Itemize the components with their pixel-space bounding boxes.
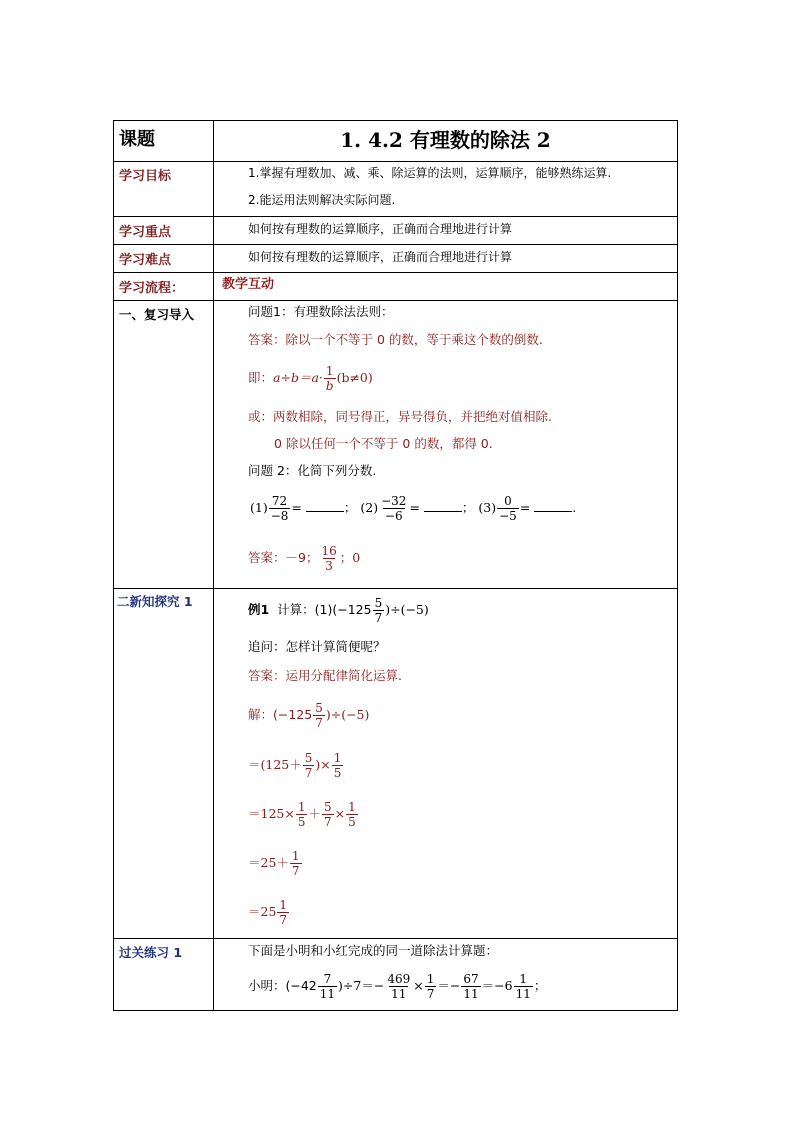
practice-label: 过关练习 1 xyxy=(119,945,183,960)
follow-up-question: 追问：怎样计算简便呢？ xyxy=(248,639,386,654)
explore-label: 二新知探究 1 xyxy=(117,594,193,609)
row-divider xyxy=(113,300,678,301)
topic-label: 课题 xyxy=(119,129,155,150)
flow-text: 教学互动 xyxy=(222,277,275,292)
answer-2: 答案：－9； $\frac{16}{3}$ ；0 xyxy=(248,544,361,573)
page-title: 1. 4.2 有理数的除法 2 xyxy=(340,128,551,152)
zero-rule: 0 除以任何一个不等于 0 的数，都得 0. xyxy=(274,436,493,451)
simplify-problems: (1) $\frac{72}{-8}$ = ； (2) $\frac{-32}{-6}$ = ； (3) $\frac{0}{-5}$ = . xyxy=(250,494,577,523)
solution-line-4: ＝25＋ $\frac{1}{7}$ xyxy=(248,849,300,878)
review-label: 一、复习导入 xyxy=(119,307,195,322)
difficulty-label: 学习难点 xyxy=(119,253,172,268)
goal-line-1: 1.掌握有理数加、减、乘、除运算的法则，运算顺序，能够熟练运算. xyxy=(248,166,612,180)
answer-blank[interactable] xyxy=(534,511,572,512)
reciprocal-formula: 即：a÷b＝a· $\frac{1}{b}$ (b≠0) xyxy=(248,364,373,393)
key-label: 学习重点 xyxy=(119,225,172,240)
solution-line-1: 解：(−125 $\frac{5}{7}$ )÷(−5) xyxy=(248,701,370,730)
solution-line-2: ＝(125＋ $\frac{5}{7}$ )× $\frac{1}{5}$ xyxy=(248,751,342,780)
question-1: 问题1：有理数除法法则： xyxy=(248,304,394,319)
sign-rule: 或：两数相除，同号得正，异号得负，并把绝对值相除. xyxy=(248,409,552,424)
solution-line-5: ＝25 $\frac{1}{7}$ xyxy=(248,898,288,927)
practice-intro: 下面是小明和小红完成的同一道除法计算题： xyxy=(248,943,499,958)
goal-label: 学习目标 xyxy=(119,169,172,184)
flow-label: 学习流程： xyxy=(119,281,185,296)
row-divider xyxy=(113,161,678,162)
goal-line-2: 2.能运用法则解决实际问题. xyxy=(248,193,396,207)
row-divider xyxy=(113,588,678,589)
column-divider xyxy=(213,120,214,1011)
example-1: 例1 计算：(1)(−125 $\frac{5}{7}$ )÷(−5) xyxy=(248,596,429,625)
answer-1: 答案：除以一个不等于 0 的数，等于乘这个数的倒数. xyxy=(248,332,543,347)
question-2: 问题 2：化简下列分数. xyxy=(248,463,377,478)
difficulty-text: 如何按有理数的运算顺序，正确而合理地进行计算 xyxy=(248,250,513,264)
row-divider xyxy=(113,272,678,273)
row-divider xyxy=(113,244,678,245)
row-divider xyxy=(113,216,678,217)
answer-blank[interactable] xyxy=(306,511,344,512)
row-divider xyxy=(113,938,678,939)
follow-up-answer: 答案：运用分配律简化运算. xyxy=(248,668,402,683)
answer-blank[interactable] xyxy=(424,511,462,512)
solution-line-3: ＝125× $\frac{1}{5}$ ＋ $\frac{5}{7}$ × $\frac{1}{5}$ xyxy=(248,800,356,829)
xiaoming-solution: 小明：(−42 $\frac{7}{11}$ )÷7＝− $\frac{469}{11}$ × $\frac{1}{7}$ ＝− $\frac{67}{11}$ ＝−6 $\frac{1}{11}$ ； xyxy=(248,972,547,1001)
key-text: 如何按有理数的运算顺序，正确而合理地进行计算 xyxy=(248,222,513,236)
